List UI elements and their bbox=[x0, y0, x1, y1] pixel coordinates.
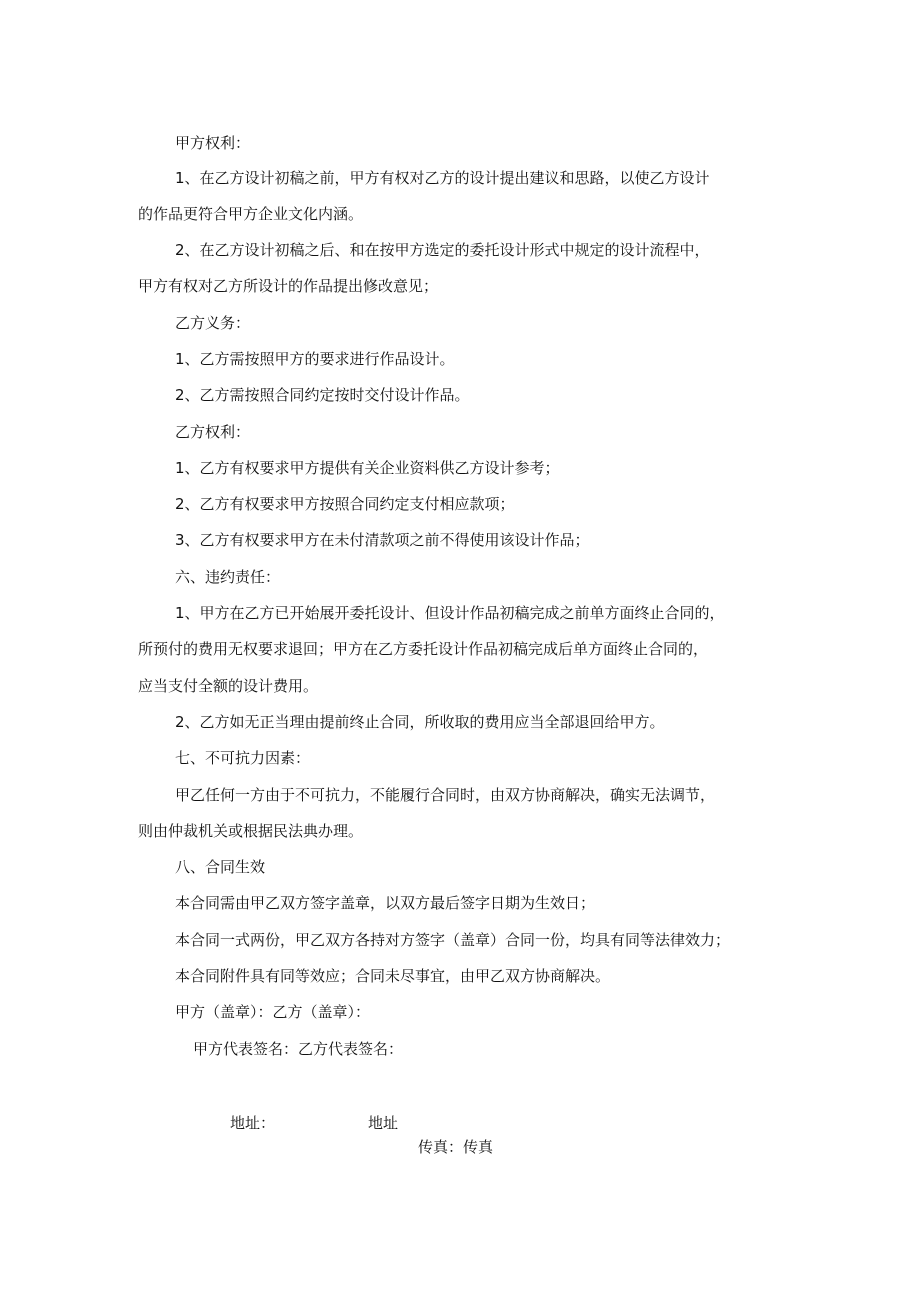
paragraph-line: 则由仲裁机关或根据民法典办理。 bbox=[138, 822, 364, 840]
paragraph-line: 甲方有权对乙方所设计的作品提出修改意见； bbox=[138, 277, 439, 295]
paragraph-line: 所预付的费用无权要求退回；甲方在乙方委托设计作品初稿完成后单方面终止合同的， bbox=[138, 640, 709, 658]
paragraph-line: 本合同需由甲乙双方签字盖章，以双方最后签字日期为生效日； bbox=[175, 894, 596, 912]
paragraph-line: 1、在乙方设计初稿之前，甲方有权对乙方的设计提出建议和思路，以使乙方设计 bbox=[175, 169, 710, 187]
paragraph-line: 本合同附件具有同等效应；合同未尽事宜，由甲乙双方协商解决。 bbox=[175, 967, 611, 985]
paragraph-line: 应当支付全额的设计费用。 bbox=[138, 677, 319, 695]
heading-force-majeure: 七、不可抗力因素： bbox=[175, 749, 311, 767]
address-label-party-b: 地址 bbox=[368, 1114, 399, 1132]
paragraph-line: 的作品更符合甲方企业文化内涵。 bbox=[138, 205, 364, 223]
paragraph-line: 1、甲方在乙方已开始展开委托设计、但设计作品初稿完成之前单方面终止合同的， bbox=[175, 604, 725, 622]
paragraph-line: 1、乙方有权要求甲方提供有关企业资料供乙方设计参考； bbox=[175, 459, 560, 477]
paragraph-line: 1、乙方需按照甲方的要求进行作品设计。 bbox=[175, 350, 455, 368]
paragraph-line: 2、乙方需按照合同约定按时交付设计作品。 bbox=[175, 386, 470, 404]
address-label-party-a: 地址： bbox=[230, 1114, 276, 1132]
heading-party-a-rights: 甲方权利： bbox=[175, 134, 251, 152]
fax-line: 传真：传真 bbox=[418, 1138, 494, 1156]
paragraph-line: 甲乙任何一方由于不可抗力，不能履行合同时，由双方协商解决，确实无法调节， bbox=[175, 786, 716, 804]
paragraph-line: 3、乙方有权要求甲方在未付清款项之前不得使用该设计作品； bbox=[175, 531, 590, 549]
heading-contract-effect: 八、合同生效 bbox=[175, 858, 266, 876]
seal-line: 甲方（盖章）：乙方（盖章）： bbox=[175, 1003, 371, 1021]
heading-breach-liability: 六、违约责任： bbox=[175, 568, 281, 586]
heading-party-b-rights: 乙方权利： bbox=[175, 423, 251, 441]
heading-party-b-obligations: 乙方义务： bbox=[175, 314, 251, 332]
signature-line: 甲方代表签名：乙方代表签名： bbox=[193, 1040, 404, 1058]
paragraph-line: 2、乙方如无正当理由提前终止合同，所收取的费用应当全部退回给甲方。 bbox=[175, 713, 665, 731]
paragraph-line: 2、乙方有权要求甲方按照合同约定支付相应款项； bbox=[175, 495, 515, 513]
paragraph-line: 本合同一式两份，甲乙双方各持对方签字（盖章）合同一份，均具有同等法律效力； bbox=[175, 931, 731, 949]
paragraph-line: 2、在乙方设计初稿之后、和在按甲方选定的委托设计形式中规定的设计流程中， bbox=[175, 241, 710, 259]
